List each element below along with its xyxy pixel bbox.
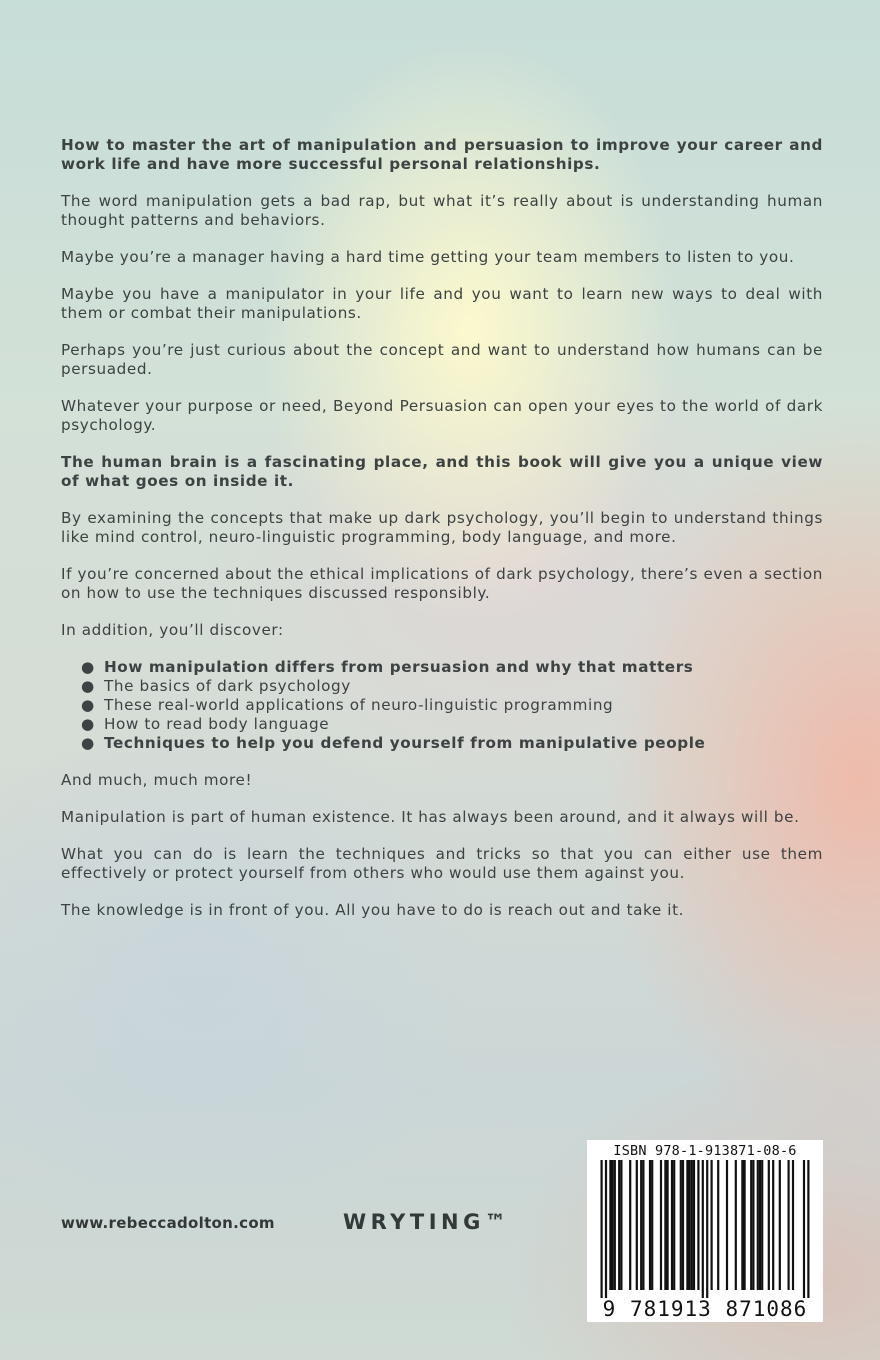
isbn-label: ISBN 978-1-913871-08-6 xyxy=(613,1143,797,1159)
isbn-barcode xyxy=(587,1140,823,1322)
barcode-bar xyxy=(682,1160,684,1290)
barcode-bar xyxy=(772,1160,774,1290)
list-item: ● How to read body language xyxy=(81,715,330,733)
bullet-icon: ● xyxy=(81,658,95,676)
barcode-bar xyxy=(636,1160,638,1290)
barcode-bar xyxy=(642,1160,644,1290)
barcode-bar xyxy=(807,1160,809,1298)
barcode-bar xyxy=(618,1160,620,1290)
paragraph-concepts: By examining the concepts that make up dark psychology, you’ll begin to understand things like mind control, neuro-linguistic programming, body language, and more. xyxy=(61,509,823,546)
discover-list xyxy=(61,658,823,753)
author-website: www.rebeccadolton.com xyxy=(61,1214,275,1232)
barcode-bar xyxy=(803,1160,805,1298)
barcode-bar xyxy=(717,1160,719,1290)
barcode-bar xyxy=(711,1160,713,1290)
barcode-bar xyxy=(759,1160,761,1290)
barcode-bar xyxy=(660,1160,662,1290)
paragraph-discover-intro: In addition, you’ll discover: xyxy=(61,621,284,639)
barcode-bar xyxy=(614,1160,616,1290)
list-item: ● The basics of dark psychology xyxy=(81,677,351,695)
barcode-bar xyxy=(609,1160,611,1290)
bullet-icon: ● xyxy=(81,677,95,695)
paragraph-ethics: If you’re concerned about the ethical implications of dark psychology, there’s even a section on how to use the techniques discussed responsibly. xyxy=(61,565,823,602)
barcode-bar xyxy=(752,1160,754,1290)
barcode-bar xyxy=(680,1160,682,1290)
barcode-bar xyxy=(741,1160,743,1290)
barcode-bars xyxy=(593,1160,817,1298)
list-item: ● Techniques to help you defend yourself from manipulative people xyxy=(81,734,706,752)
barcode-bar xyxy=(697,1160,699,1290)
barcode-bar xyxy=(689,1160,691,1290)
paragraph-human-existence: Manipulation is part of human existence. It has always been around, and it always will be. xyxy=(61,808,800,826)
paragraph-techniques: What you can do is learn the techniques and tricks so that you can either use them effectively or protect yourself from others who would use them against you. xyxy=(61,845,823,882)
barcode-bar xyxy=(671,1160,673,1290)
barcode-bar xyxy=(673,1160,675,1290)
paragraph-manipulator: Maybe you have a manipulator in your life and you want to learn new ways to deal with them or combat their manipulations. xyxy=(61,285,823,322)
barcode-bar xyxy=(686,1160,688,1290)
barcode-bar xyxy=(788,1160,790,1290)
barcode-bar xyxy=(629,1160,631,1290)
barcode-digits: 9 781913 871086 xyxy=(602,1297,808,1321)
list-item: ● How manipulation differs from persuasion and why that matters xyxy=(81,658,694,676)
paragraph-manager: Maybe you’re a manager having a hard time getting your team members to listen to you. xyxy=(61,248,795,266)
barcode-bar xyxy=(605,1160,607,1298)
barcode-bar xyxy=(757,1160,759,1290)
bullet-icon: ● xyxy=(81,715,95,733)
list-item: ● These real-world applications of neuro-linguistic programming xyxy=(81,696,614,714)
intro-headline: How to master the art of manipulation and persuasion to improve your career and work life and have more successful personal relationships. xyxy=(61,136,823,173)
bullet-icon: ● xyxy=(81,696,95,714)
barcode-bar xyxy=(640,1160,642,1290)
barcode-bar xyxy=(651,1160,653,1290)
publisher-logo: WRYTING™ xyxy=(343,1210,511,1234)
back-cover-blurb xyxy=(61,136,823,938)
barcode-bar xyxy=(620,1160,622,1290)
barcode-bar xyxy=(649,1160,651,1290)
barcode-bar xyxy=(761,1160,763,1290)
barcode-bar xyxy=(702,1160,704,1298)
barcode-bar xyxy=(779,1160,781,1290)
barcode-bar xyxy=(735,1160,737,1290)
paragraph-curious: Perhaps you’re just curious about the concept and want to understand how humans can be persuaded. xyxy=(61,341,823,378)
barcode-bar xyxy=(691,1160,693,1290)
barcode-bar xyxy=(726,1160,728,1290)
paragraph-knowledge: The knowledge is in front of you. All you have to do is reach out and take it. xyxy=(61,901,685,919)
barcode-bar xyxy=(750,1160,752,1290)
paragraph-purpose: Whatever your purpose or need, Beyond Persuasion can open your eyes to the world of dark psychology. xyxy=(61,397,823,434)
barcode-bar xyxy=(667,1160,669,1290)
barcode-bar xyxy=(744,1160,746,1290)
barcode-bar xyxy=(768,1160,770,1290)
barcode-bar xyxy=(664,1160,666,1290)
highlight-human-brain: The human brain is a fascinating place, and this book will give you a unique view of what goes on inside it. xyxy=(61,453,823,490)
barcode-bar xyxy=(612,1160,614,1290)
bullet-icon: ● xyxy=(81,734,95,752)
paragraph-manipulation-bad-rap: The word manipulation gets a bad rap, but what it’s really about is understanding human thought patterns and behaviors. xyxy=(61,192,823,229)
barcode-bar xyxy=(792,1160,794,1290)
barcode-bar xyxy=(693,1160,695,1290)
barcode-bar xyxy=(601,1160,603,1298)
paragraph-much-more: And much, much more! xyxy=(61,771,253,789)
barcode-bar xyxy=(706,1160,708,1298)
